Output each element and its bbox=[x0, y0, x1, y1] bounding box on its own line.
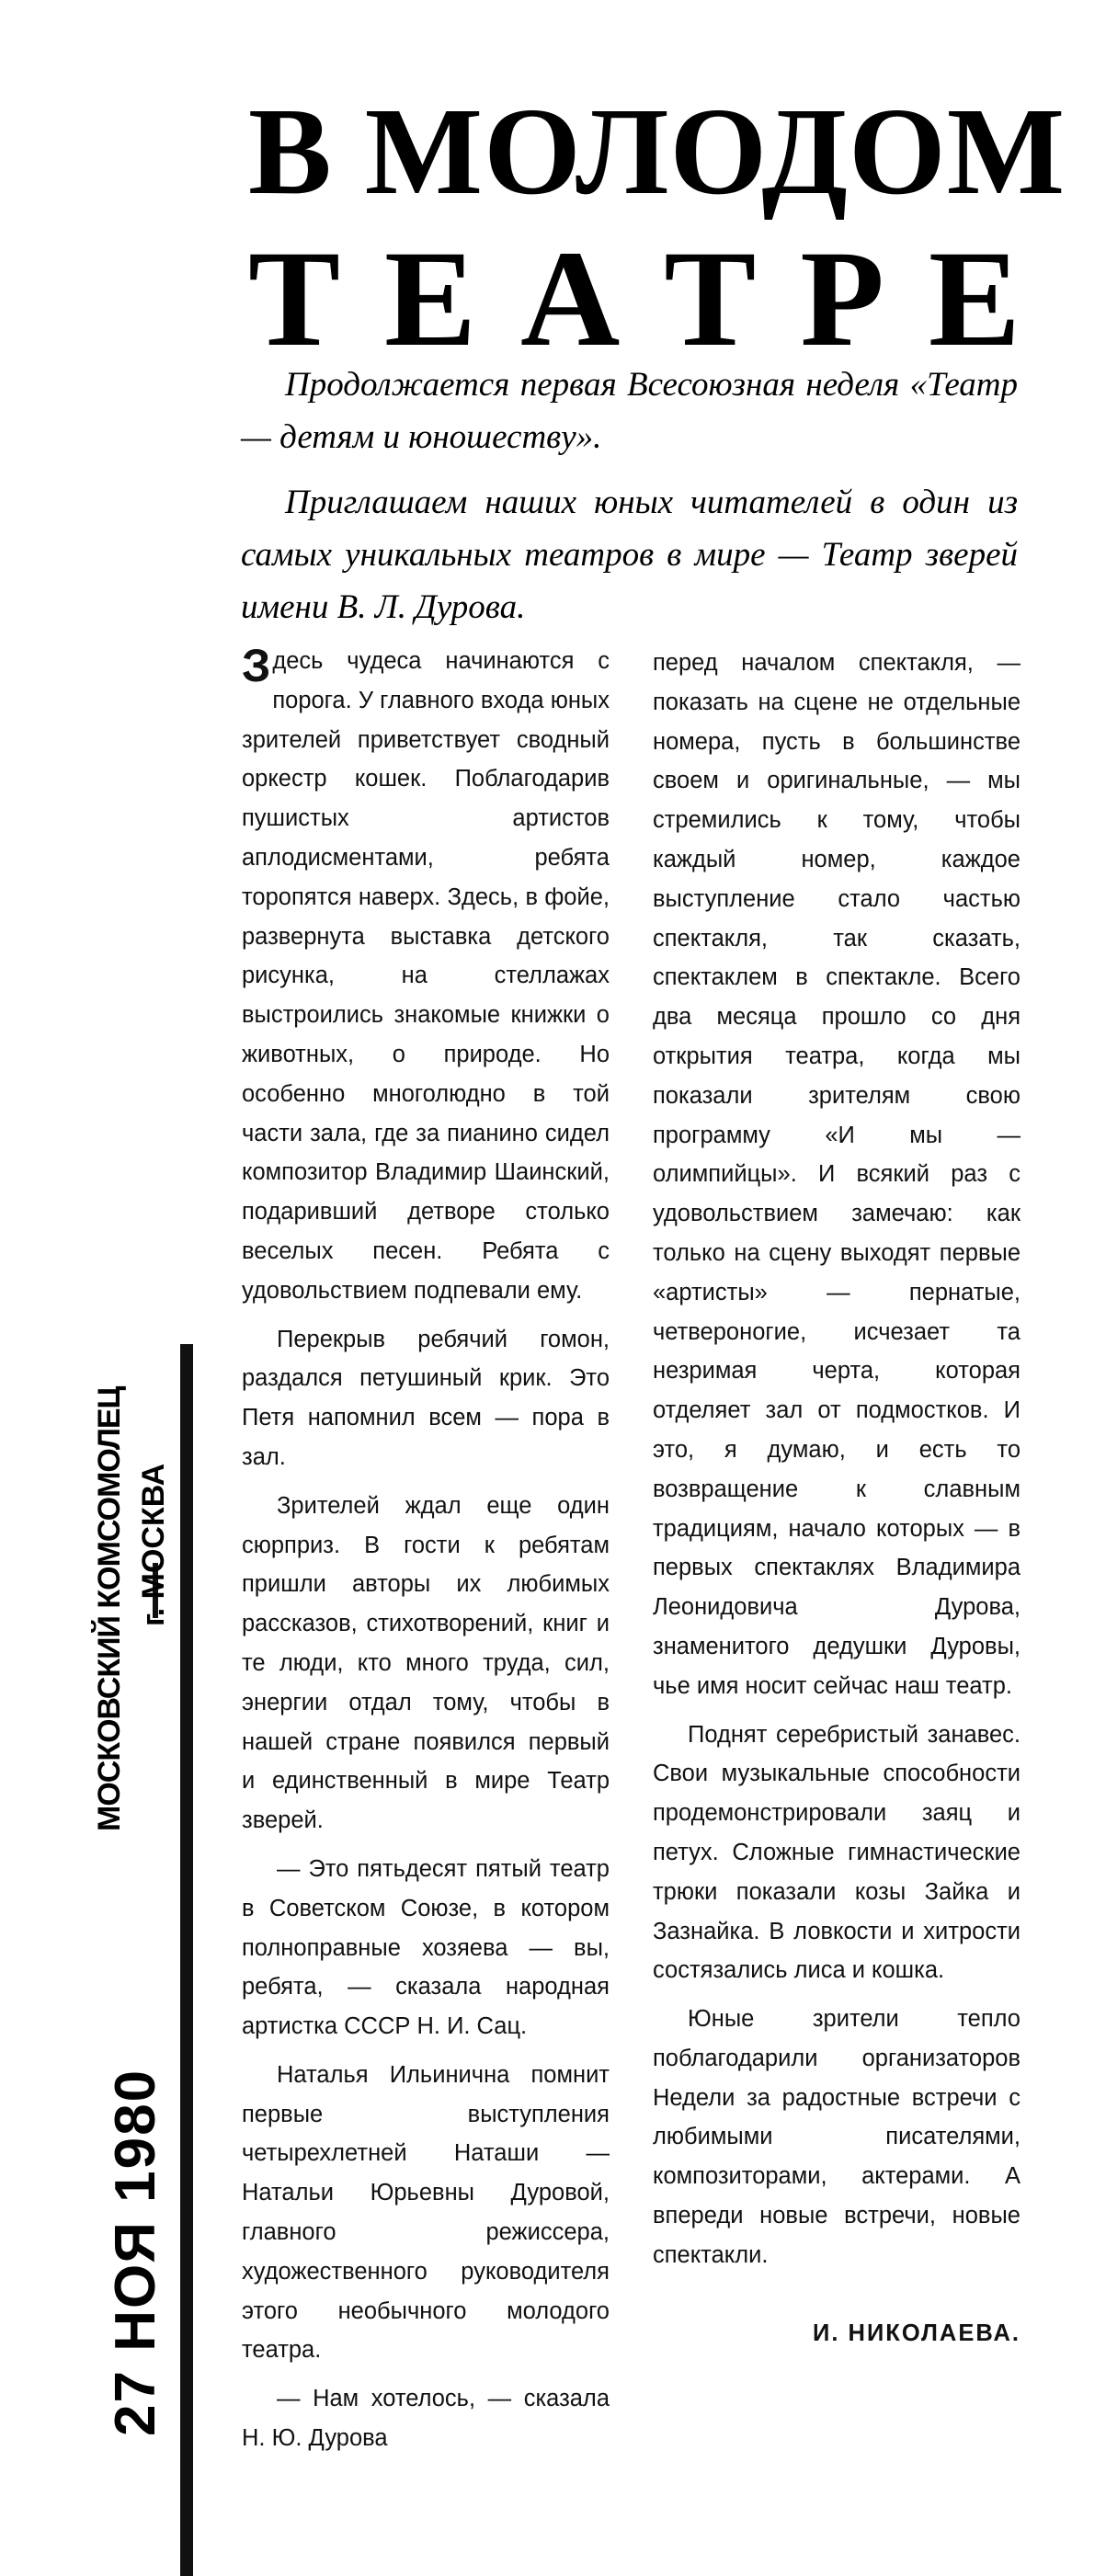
stamp-city: г. МОСКВА bbox=[136, 1463, 171, 1626]
headline-letter: Т bbox=[664, 222, 757, 375]
article-paragraph bbox=[242, 642, 610, 1311]
lead-text-2: Приглашаем наших юных читателей в один из самых уникальных театров в мире — Театр зверей имени В. Л. Дурова. bbox=[241, 484, 1018, 626]
headline-line-1: В МОЛОДОМ bbox=[248, 83, 1066, 221]
article-paragraph: Юные зрители тепло поблагодарили организаторов Недели за радостные встречи с любимыми писателями, композиторами, актерами. А впереди новые встречи, новые спектакли. bbox=[653, 2006, 1020, 2268]
paragraph-text: десь чудеса начинаются с порога. У главного входа юных зрителей приветствует сводный оркестр кошек. Поблагодарив пушистых артистов аплодисментами, ребята торопятся наверх. Здесь, в фойе, развернута выставка детского рисунка, на стеллажах выстроились знакомые книжки о животных, о природе. Но особенно многолюдно в той части зала, где за пианино сидел композитор Владимир Шаинский, подаривший детворе столько веселых песен. Ребята с удовольствием подпевали ему. bbox=[242, 648, 610, 1304]
article-paragraph: Перекрыв ребячий гомон, раздался петушиный крик. Это Петя напомнил всем — пора в зал. bbox=[242, 1326, 610, 1470]
headline-letter: Т bbox=[248, 222, 341, 375]
article-paragraph: перед началом спектакля, — показать на сцене не отдельные номера, пусть в большинстве своем и оригинальные, — мы стремились к тому, чтобы каждый номер, каждое выступление стало частью спектакля, так сказать, спектаклем в спектакле. Всего два месяца прошло со дня открытия театра, когда мы показали зрителям свою программу «И мы — олимпийцы». И всякий раз с удовольствием замечаю: как только на сцену выходят первые «артисты» — пернатые, четвероногие, исчезает та незримая черта, которая отделяет зал от подмостков. И это, я думаю, и есть то возвращение к славным традициям, начало которых — в первых спектаклях Владимира Леонидовича Дурова, знаменитого дедушки Дуровы, чье имя носит сейчас наш театр. bbox=[653, 650, 1020, 1699]
headline-letter: А bbox=[520, 222, 621, 375]
author-signature: И. НИКОЛАЕВА. bbox=[813, 2320, 1020, 2346]
article-paragraph: Наталья Ильинична помнит первые выступления четырехлетней Наташи — Натальи Юрьевны Дуровой, главного режиссера, художественного руководителя этого необычного молодого театра. bbox=[242, 2061, 610, 2364]
article-paragraph: Поднят серебристый занавес. Свои музыкальные способности продемонстрировали заяц и петух. Сложные гимнастические трюки показали козы Зайка и Зазнайка. В ловкости и хитрости состязались лиса и кошка. bbox=[653, 1721, 1020, 1984]
article-column-2 bbox=[653, 644, 1020, 2353]
drop-cap: З bbox=[242, 640, 271, 691]
lead-text-1: Продолжается первая Всесоюзная неделя «Театр — детям и юношеству». bbox=[241, 366, 1018, 456]
headline-line-2 bbox=[248, 222, 1020, 375]
headline-letter: Е bbox=[384, 222, 477, 375]
stamp-newspaper-name: МОСКОВСКИЙ КОМСОМОЛЕЦ bbox=[92, 1386, 127, 1831]
article-paragraph: — Нам хотелось, — сказала Н. Ю. Дурова bbox=[242, 2386, 610, 2452]
headline-letter: Е bbox=[928, 222, 1020, 375]
article-column-1 bbox=[242, 642, 610, 2458]
lead-paragraph bbox=[241, 359, 1018, 633]
article-paragraph: Зрителей ждал еще один сюрприз. В гости к ребятам пришли авторы их любимых рассказов, стихотворений, книг и те люди, кто много труда, сил, энергии отдал тому, чтобы в нашей стране появился первый и единственный в мире Театр зверей. bbox=[242, 1492, 610, 1834]
article-paragraph: — Это пятьдесят пятый театр в Советском Союзе, в котором полноправные хозяева — вы, ребята, — сказала народная артистка СССР Н. И. Сац. bbox=[242, 1855, 610, 2040]
headline-letter: Р bbox=[800, 222, 884, 375]
stamp-rule bbox=[180, 1344, 193, 2576]
stamp-date: 27 НОЯ 1980 bbox=[104, 2068, 167, 2436]
